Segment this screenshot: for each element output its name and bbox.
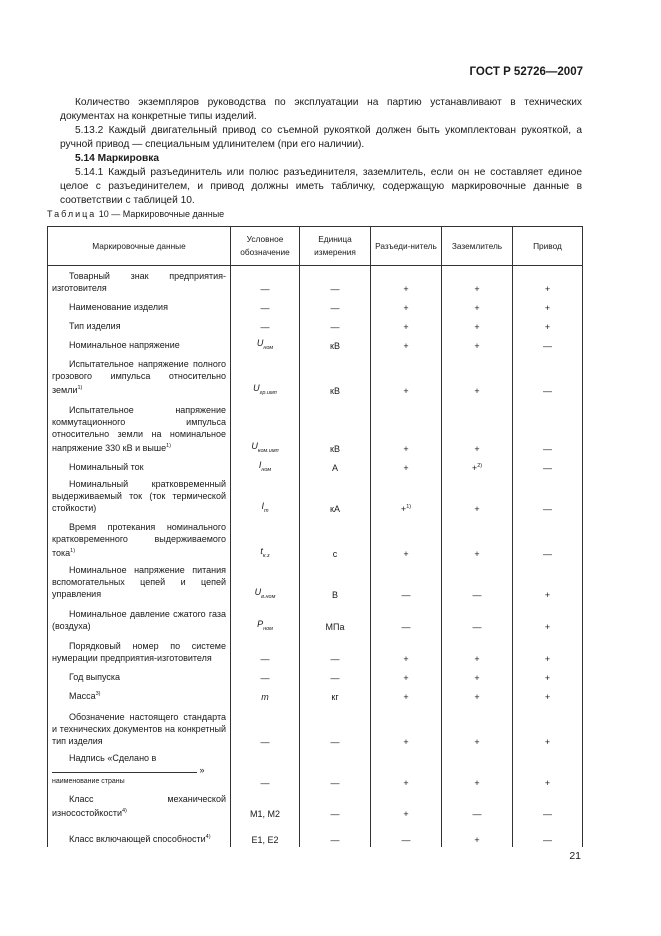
cell-disconnector: + <box>371 296 442 315</box>
cell-unit: — <box>300 266 371 296</box>
cell-symbol: $U_{в.ном}$ <box>231 561 300 602</box>
cell-disconnector: +$^{1)}$ <box>371 475 442 516</box>
cell-disconnector: + <box>371 456 442 475</box>
page-number: 21 <box>569 850 581 862</box>
section-heading-5-14: 5.14 Маркировка <box>75 153 159 164</box>
cell-marking-name: Надпись «Сделано в » наименование страны <box>48 749 231 790</box>
cell-unit: с <box>300 516 371 561</box>
cell-unit: В <box>300 561 371 602</box>
cell-disconnector: — <box>371 821 442 847</box>
cell-symbol: — <box>231 296 300 315</box>
header-earthing-switch: Заземлитель <box>442 227 513 266</box>
cell-disconnector: + <box>371 685 442 704</box>
cell-drive: + <box>513 561 583 602</box>
cell-symbol: $t_{к.з}$ <box>231 516 300 561</box>
cell-symbol: — <box>231 666 300 685</box>
cell-marking-name: Номинальное напряжение питания вспомогательных цепей и цепей управления <box>48 561 231 602</box>
cell-drive: — <box>513 516 583 561</box>
marking-data-table <box>47 226 583 847</box>
cell-marking-name: Обозначение настоящего стандарта и технических документов на конкретный тип изделия <box>48 704 231 749</box>
table-row <box>48 666 583 685</box>
cell-marking-name: Номинальный кратковременный выдерживаемый ток (ток термической стойкости) <box>48 475 231 516</box>
cell-unit: — <box>300 749 371 790</box>
cell-unit: МПа <box>300 602 371 634</box>
cell-disconnector: + <box>371 790 442 821</box>
cell-symbol: — <box>231 704 300 749</box>
cell-drive: + <box>513 685 583 704</box>
cell-earthing-switch: — <box>442 790 513 821</box>
cell-earthing-switch: + <box>442 353 513 398</box>
cell-marking-name: Тип изделия <box>48 315 231 334</box>
cell-drive: — <box>513 821 583 847</box>
cell-drive: + <box>513 666 583 685</box>
cell-symbol: $I_т$ <box>231 475 300 516</box>
cell-drive: + <box>513 296 583 315</box>
header-drive: Привод <box>513 227 583 266</box>
cell-drive: + <box>513 266 583 296</box>
cell-drive: + <box>513 315 583 334</box>
table-row <box>48 821 583 847</box>
cell-earthing-switch: + <box>442 749 513 790</box>
cell-earthing-switch: + <box>442 666 513 685</box>
cell-marking-name: Порядковый номер по системе нумерации предприятия-изготовителя <box>48 634 231 666</box>
cell-earthing-switch: + <box>442 315 513 334</box>
cell-marking-name: Класс механической износостойкости$^{4)}$ <box>48 790 231 821</box>
cell-earthing-switch: — <box>442 602 513 634</box>
cell-disconnector: + <box>371 398 442 456</box>
table-row <box>48 704 583 749</box>
cell-symbol: $I_{ном}$ <box>231 456 300 475</box>
table-row <box>48 634 583 666</box>
cell-unit: А <box>300 456 371 475</box>
cell-unit: кг <box>300 685 371 704</box>
paragraph-manual-copies: Количество экземпляров руководства по эксплуатации на партию устанавливают в технических документах на конкретные типы изделий. <box>60 97 582 122</box>
cell-drive: — <box>513 475 583 516</box>
header-disconnector: Разъеди-нитель <box>371 227 442 266</box>
cell-unit: — <box>300 821 371 847</box>
table-row <box>48 398 583 456</box>
cell-symbol: $U_{ном}$ <box>231 334 300 353</box>
cell-unit: — <box>300 704 371 749</box>
cell-marking-name: Товарный знак предприятия-изготовителя <box>48 266 231 296</box>
table-row <box>48 353 583 398</box>
cell-symbol: М1, М2 <box>231 790 300 821</box>
header-symbol: Условное обозначение <box>231 227 300 266</box>
cell-earthing-switch: + <box>442 516 513 561</box>
cell-drive: + <box>513 704 583 749</box>
cell-symbol: — <box>231 749 300 790</box>
cell-disconnector: + <box>371 634 442 666</box>
cell-drive: + <box>513 634 583 666</box>
cell-disconnector: + <box>371 749 442 790</box>
cell-marking-name: Номинальное напряжение <box>48 334 231 353</box>
cell-marking-name: Год выпуска <box>48 666 231 685</box>
table-row <box>48 561 583 602</box>
cell-earthing-switch: +$^{2)}$ <box>442 456 513 475</box>
table-row <box>48 685 583 704</box>
table-row <box>48 334 583 353</box>
cell-unit: — <box>300 666 371 685</box>
table-row <box>48 602 583 634</box>
cell-earthing-switch: + <box>442 475 513 516</box>
document-id: ГОСТ Р 52726—2007 <box>469 66 583 78</box>
cell-earthing-switch: + <box>442 704 513 749</box>
cell-earthing-switch: + <box>442 634 513 666</box>
cell-symbol: $U_{гр.имп}$ <box>231 353 300 398</box>
cell-unit: кВ <box>300 334 371 353</box>
table-row <box>48 749 583 790</box>
cell-drive: + <box>513 749 583 790</box>
cell-symbol: — <box>231 315 300 334</box>
table-header-row <box>48 227 583 266</box>
cell-marking-name: Наименование изделия <box>48 296 231 315</box>
cell-unit: — <box>300 634 371 666</box>
cell-drive: + <box>513 602 583 634</box>
cell-drive: — <box>513 334 583 353</box>
cell-symbol: — <box>231 266 300 296</box>
cell-marking-name: Испытательное напряжение полного грозового импульса относительно земли$^{1)}$ <box>48 353 231 398</box>
cell-symbol: $U_{ком.имп}$ <box>231 398 300 456</box>
table-row <box>48 790 583 821</box>
cell-marking-name: Испытательное напряжение коммутационного импульса относительно земли на номинальное напряжение 330 кВ и выше$^{1)}$ <box>48 398 231 456</box>
cell-marking-name: Класс включающей способности$^{4)}$ <box>48 821 231 847</box>
cell-earthing-switch: + <box>442 334 513 353</box>
cell-disconnector: + <box>371 266 442 296</box>
cell-drive: — <box>513 353 583 398</box>
table-row <box>48 456 583 475</box>
cell-disconnector: + <box>371 666 442 685</box>
cell-marking-name: Номинальное давление сжатого газа (воздуха) <box>48 602 231 634</box>
cell-disconnector: — <box>371 602 442 634</box>
cell-earthing-switch: + <box>442 685 513 704</box>
cell-marking-name: Время протекания номинального кратковременного выдерживаемого тока$^{1)}$ <box>48 516 231 561</box>
cell-unit: кВ <box>300 353 371 398</box>
body-text <box>60 96 582 208</box>
cell-unit: — <box>300 315 371 334</box>
cell-unit: кВ <box>300 398 371 456</box>
cell-disconnector: + <box>371 516 442 561</box>
cell-symbol: Е1, Е2 <box>231 821 300 847</box>
cell-earthing-switch: — <box>442 561 513 602</box>
cell-disconnector: + <box>371 353 442 398</box>
cell-marking-name: Масса$^{3)}$ <box>48 685 231 704</box>
cell-marking-name: Номинальный ток <box>48 456 231 475</box>
cell-earthing-switch: + <box>442 398 513 456</box>
table-row <box>48 315 583 334</box>
cell-earthing-switch: + <box>442 821 513 847</box>
cell-unit: — <box>300 790 371 821</box>
cell-symbol: $P_{ном}$ <box>231 602 300 634</box>
cell-earthing-switch: + <box>442 266 513 296</box>
header-marking-data: Маркировочные данные <box>48 227 231 266</box>
cell-symbol: m <box>231 685 300 704</box>
cell-disconnector: + <box>371 704 442 749</box>
paragraph-5-14-1: 5.14.1 Каждый разъединитель или полюс разъединителя, заземлитель, если он не составляет единое целое с разъединителем, и привод должны иметь табличку, содержащую маркировочные данные в соответствии с таблицей 10. <box>60 167 582 206</box>
cell-drive: — <box>513 398 583 456</box>
cell-disconnector: + <box>371 315 442 334</box>
table-caption: Таблица 10 — Маркировочные данные <box>47 209 225 219</box>
table-row <box>48 296 583 315</box>
cell-drive: — <box>513 456 583 475</box>
table-row <box>48 475 583 516</box>
paragraph-5-13-2: 5.13.2 Каждый двигательный привод со съемной рукояткой должен быть укомплектован рукояткой, а ручной привод — специальным удлинителем (при его наличии). <box>60 125 582 150</box>
table-row <box>48 266 583 296</box>
cell-symbol: — <box>231 634 300 666</box>
cell-disconnector: + <box>371 334 442 353</box>
cell-disconnector: — <box>371 561 442 602</box>
cell-drive: — <box>513 790 583 821</box>
table-row <box>48 516 583 561</box>
cell-unit: — <box>300 296 371 315</box>
cell-earthing-switch: + <box>442 296 513 315</box>
cell-unit: кА <box>300 475 371 516</box>
header-unit: Единица измерения <box>300 227 371 266</box>
